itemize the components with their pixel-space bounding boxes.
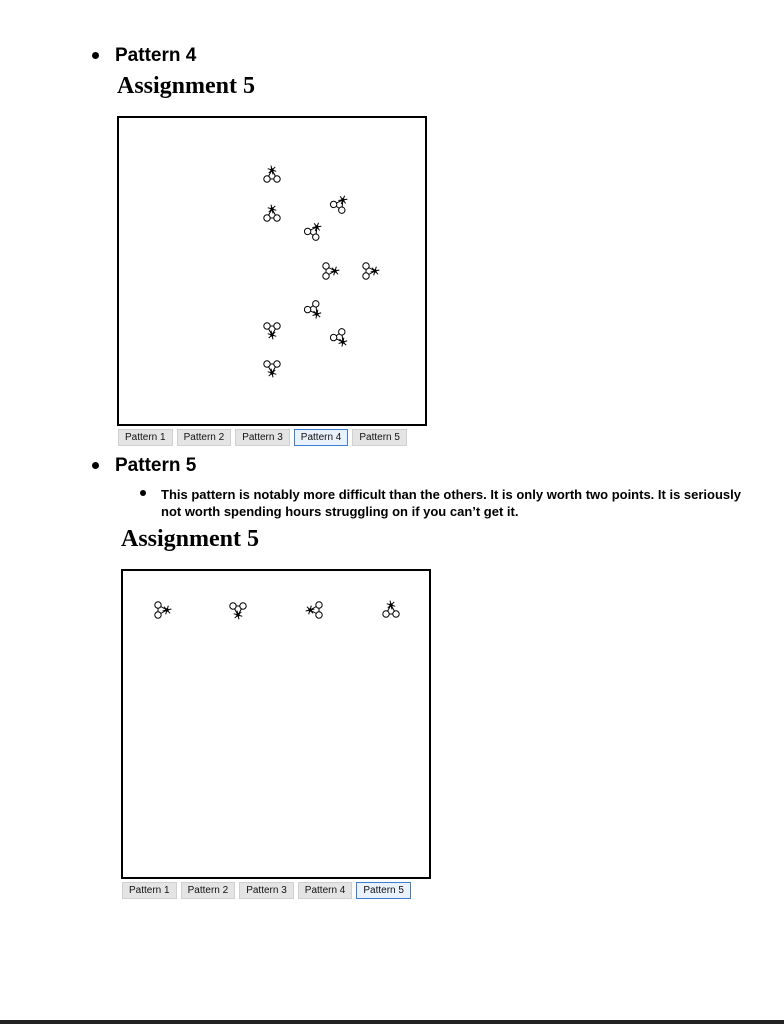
molecule-triangle-icon <box>329 327 352 350</box>
molecule-triangle-icon <box>306 602 323 618</box>
tab-pattern-2[interactable]: Pattern 2 <box>181 882 236 899</box>
tab-pattern-4[interactable]: Pattern 4 <box>294 429 349 446</box>
section-heading-pattern-4: Pattern 4 <box>115 45 197 66</box>
molecule-triangle-icon <box>303 299 326 322</box>
page-bottom-edge <box>0 1020 784 1024</box>
molecule-triangle-icon <box>155 602 172 618</box>
tab-pattern-4[interactable]: Pattern 4 <box>298 882 353 899</box>
tab-pattern-1[interactable]: Pattern 1 <box>118 429 173 446</box>
molecule-triangle-icon <box>264 361 280 378</box>
tab-pattern-1[interactable]: Pattern 1 <box>122 882 177 899</box>
molecule-triangle-icon <box>363 263 380 279</box>
window-title: Assignment 5 <box>117 73 256 99</box>
pattern-5-drawing <box>123 571 429 877</box>
molecule-triangle-icon <box>303 219 326 242</box>
pattern-tab-bar <box>118 429 407 446</box>
bullet-icon <box>92 462 99 469</box>
molecule-triangle-icon <box>230 603 246 620</box>
section-heading-pattern-5: Pattern 5 <box>115 455 197 476</box>
tab-pattern-2[interactable]: Pattern 2 <box>177 429 232 446</box>
window-title: Assignment 5 <box>121 526 260 552</box>
tab-pattern-5[interactable]: Pattern 5 <box>356 882 411 899</box>
molecule-triangle-icon <box>329 192 352 215</box>
molecule-triangle-icon <box>383 601 399 618</box>
bullet-icon <box>92 52 99 59</box>
molecule-triangle-icon <box>264 323 280 340</box>
pattern-tab-bar <box>122 882 411 899</box>
pattern-5-note: This pattern is notably more difficult than the others. It is only worth two points. It is seriously not worth spending hours struggling on if you can’t get it. <box>161 487 741 519</box>
pattern-4-drawing <box>119 118 425 424</box>
tab-pattern-3[interactable]: Pattern 3 <box>235 429 290 446</box>
molecule-triangle-icon <box>323 263 340 279</box>
molecule-triangle-icon <box>264 166 280 183</box>
bullet-icon <box>140 490 146 496</box>
drawing-canvas <box>121 569 431 879</box>
molecule-triangle-icon <box>264 205 280 222</box>
tab-pattern-5[interactable]: Pattern 5 <box>352 429 407 446</box>
drawing-canvas <box>117 116 427 426</box>
tab-pattern-3[interactable]: Pattern 3 <box>239 882 294 899</box>
